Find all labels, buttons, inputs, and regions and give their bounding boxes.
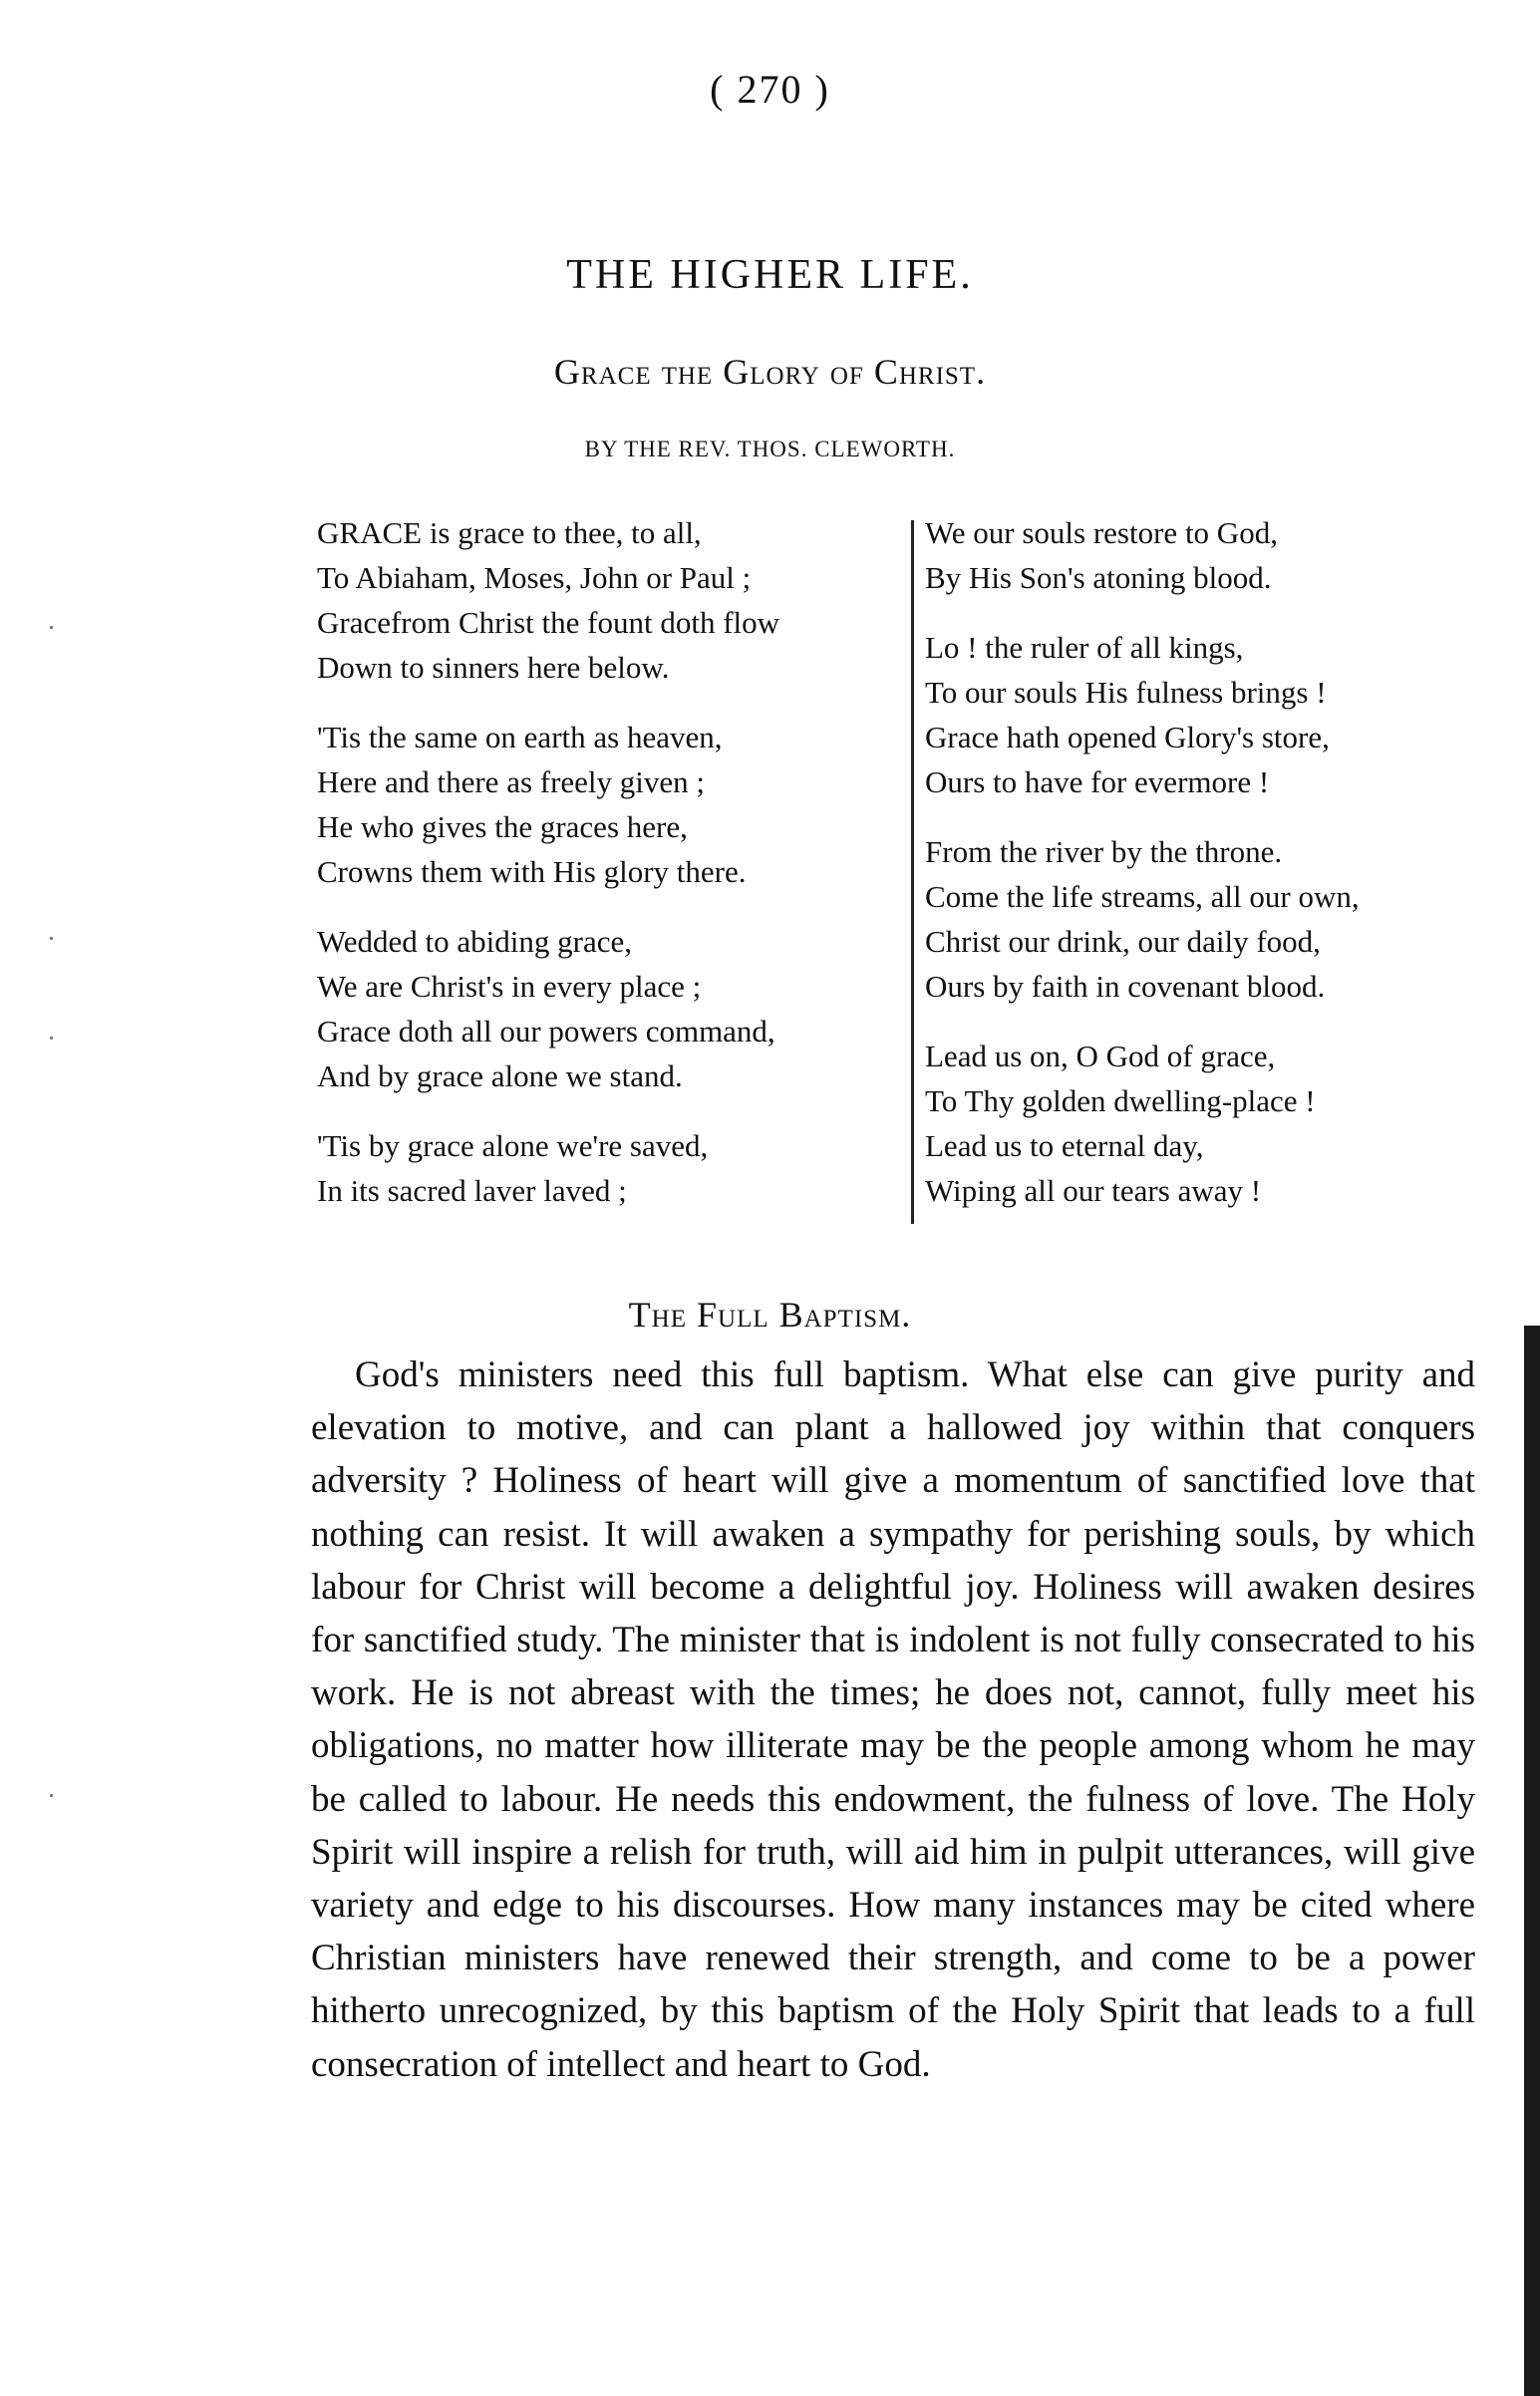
poem-right-column [925, 510, 1483, 1238]
poem-title: Grace the Glory of Christ. [553, 352, 987, 392]
poem-line: GRACE is grace to thee, to all, [317, 515, 702, 550]
poem-column-divider [911, 520, 914, 1224]
poem-line: To Thy golden dwelling-place ! [925, 1083, 1316, 1118]
scan-speck [50, 937, 53, 940]
poem-line: Ours by faith in covenant blood. [925, 969, 1326, 1004]
poem-line: 'Tis by grace alone we're saved, [317, 1128, 709, 1163]
poem-line: Ours to have for evermore ! [925, 764, 1270, 799]
poem-line: To our souls His fulness brings ! [925, 675, 1327, 710]
poem-line: Christ our drink, our daily food, [925, 924, 1321, 959]
poem-line: From the river by the throne. [925, 834, 1283, 869]
poem-line: Grace doth all our powers command, [317, 1014, 775, 1048]
poem-line: By His Son's atoning blood. [925, 560, 1272, 595]
poem-line: Lead us on, O God of grace, [925, 1039, 1276, 1073]
poem-line: Come the life streams, all our own, [925, 879, 1360, 914]
poem-line: Here and there as freely given ; [317, 764, 706, 799]
scan-speck [50, 626, 53, 629]
poem-line: Lead us to eternal day, [925, 1128, 1204, 1163]
poem-line: Lo ! the ruler of all kings, [925, 630, 1244, 665]
poem-stanza [925, 510, 1483, 600]
poem-line: Wedded to abiding grace, [317, 924, 632, 959]
poem-stanza [925, 1034, 1483, 1213]
page-binding-edge [1524, 1326, 1540, 2396]
poem-stanza [317, 715, 905, 894]
poem-stanza [317, 919, 905, 1098]
poem-line: He who gives the graces here, [317, 809, 688, 844]
poem-line: Down to sinners here below. [317, 650, 670, 685]
main-title: THE HIGHER LIFE. [566, 252, 974, 298]
poem-stanza [317, 1123, 905, 1213]
section-title: The Full Baptism. [628, 1295, 912, 1335]
poem-line: Wiping all our tears away ! [925, 1173, 1262, 1208]
poem-author: BY THE REV. THOS. CLEWORTH. [584, 437, 956, 461]
poem-line: To Abiaham, Moses, John or Paul ; [317, 560, 752, 595]
page-number: ( 270 ) [710, 67, 830, 112]
scan-speck [50, 1037, 53, 1040]
poem-line: In its sacred laver laved ; [317, 1173, 627, 1208]
poem-line: 'Tis the same on earth as heaven, [317, 720, 723, 754]
section-body-paragraph: God's ministers need this full baptism. What else can give purity and elevation to motive, and can plant a hallowed joy within that conquers adversity ? Holiness of heart will give a momentum of sanctified love that nothing can resist. It will awaken a sympathy for perishing souls, by which labour for Christ will become a delightful joy. Holiness will awaken desires for sanctified study. The minister that is indolent is not fully consecrated to his work. He is not abreast with the times; he does not, cannot, fully meet his obligations, no matter how illiterate may be the people among whom he may be called to labour. He needs this endowment, the fulness of love. The Holy Spirit will inspire a relish for truth, will aid him in pulpit utterances, will give variety and edge to his discourses. How many instances may be cited where Christian ministers have renewed their strength, and come to be a power hitherto unrecognized, by this baptism of the Holy Spirit that leads to a full consecration of intellect and heart to God. [311, 1354, 1475, 2085]
poem-line: And by grace alone we stand. [317, 1058, 683, 1093]
poem-left-column [317, 510, 905, 1238]
poem-line: We our souls restore to God, [925, 515, 1278, 550]
scan-speck [50, 1794, 53, 1797]
poem-line: Crowns them with His glory there. [317, 854, 747, 889]
poem-stanza [925, 829, 1483, 1009]
poem-line: Gracefrom Christ the fount doth flow [317, 605, 780, 640]
poem-line: Grace hath opened Glory's store, [925, 720, 1330, 754]
poem-stanza [925, 625, 1483, 804]
poem-stanza [317, 510, 905, 690]
poem-line: We are Christ's in every place ; [317, 969, 702, 1004]
